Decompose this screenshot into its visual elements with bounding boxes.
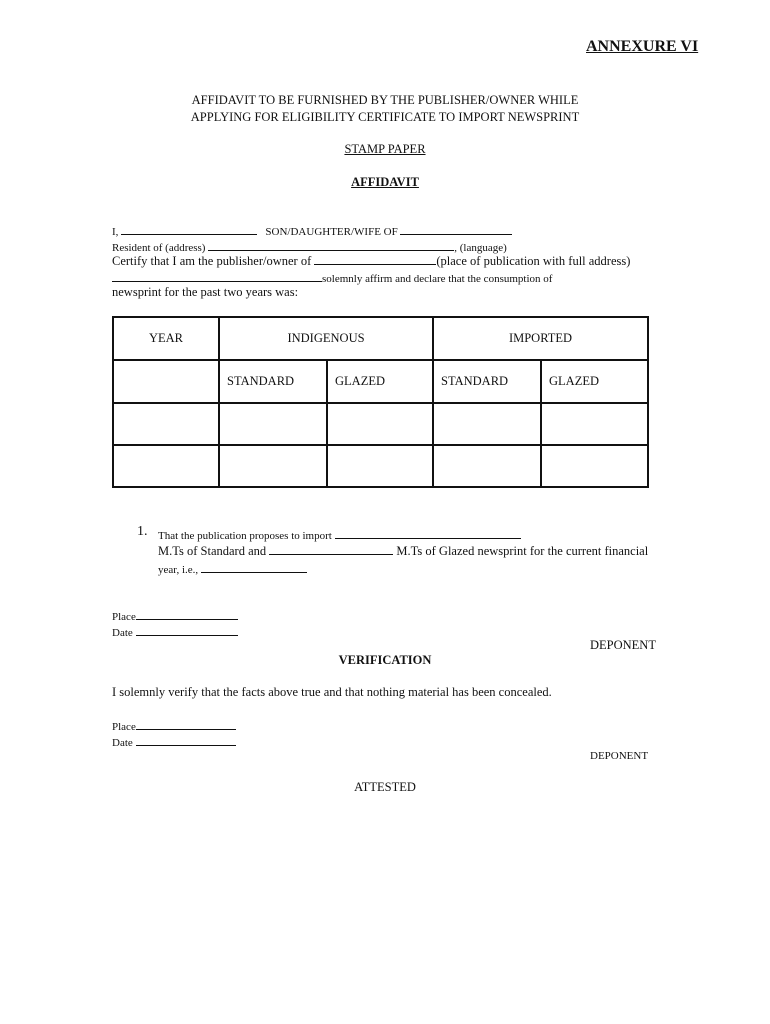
table-cell[interactable]: [541, 403, 648, 445]
table-cell[interactable]: [113, 360, 219, 403]
year-ie-label: year, i.e.,: [158, 564, 199, 576]
import-label: That the publication proposes to import: [158, 530, 332, 542]
language-label: , (language): [454, 242, 507, 254]
affirm-label: solemnly affirm and declare that the consumption of: [322, 273, 553, 285]
place-of-publication-label: (place of publication with full address): [436, 254, 631, 268]
table-cell[interactable]: [433, 445, 541, 487]
relation-label: SON/DAUGHTER/WIFE OF: [265, 226, 398, 238]
date-field[interactable]: [136, 735, 236, 746]
table-cell[interactable]: [433, 403, 541, 445]
place-line-2: [112, 719, 236, 733]
table-header-row: [113, 317, 648, 360]
table-row: [113, 403, 648, 445]
year-header: YEAR: [113, 317, 219, 360]
point-number: 1.: [137, 524, 148, 539]
certify-line: [112, 254, 630, 269]
indigenous-header: INDIGENOUS: [219, 317, 433, 360]
resident-label: Resident of (address): [112, 242, 206, 254]
consumption-table: [112, 316, 649, 488]
relation-name-field[interactable]: [400, 224, 512, 235]
deponent-label-2: DEPONENT: [590, 750, 649, 762]
date-label: Date: [112, 627, 133, 639]
resident-line: [112, 240, 507, 254]
affidavit-heading: AFFIDAVIT: [351, 175, 419, 189]
table-cell[interactable]: [219, 403, 327, 445]
place-field[interactable]: [136, 719, 236, 730]
imported-header: IMPORTED: [433, 317, 648, 360]
address-field[interactable]: [208, 240, 454, 251]
affirm-line: [112, 271, 552, 285]
name-field[interactable]: [121, 224, 257, 235]
verification-text: I solemnly verify that the facts above true and that nothing material has been concealed.: [112, 685, 552, 699]
deponent-label-1: DEPONENT: [590, 638, 656, 652]
attested-label: ATTESTED: [354, 780, 416, 794]
date-line-2: [112, 735, 236, 749]
table-row: [113, 445, 648, 487]
point1-line3: [158, 562, 307, 576]
title-line-2: APPLYING FOR ELIGIBILITY CERTIFICATE TO IMPORT NEWSPRINT: [190, 110, 580, 124]
table-cell[interactable]: [541, 445, 648, 487]
date-label: Date: [112, 737, 133, 749]
place-field[interactable]: [136, 609, 238, 620]
verification-heading: VERIFICATION: [338, 653, 432, 667]
table-cell[interactable]: [113, 403, 219, 445]
place-label: Place: [112, 611, 136, 623]
point1-line2: [158, 544, 648, 559]
point1-line1: [158, 528, 521, 542]
affirm-field[interactable]: [112, 271, 322, 282]
import-field[interactable]: [335, 528, 521, 539]
place-label: Place: [112, 721, 136, 733]
stamp-paper-label: STAMP PAPER: [344, 142, 426, 156]
table-cell[interactable]: [113, 445, 219, 487]
date-field[interactable]: [136, 625, 238, 636]
imported-standard-header: STANDARD: [433, 360, 541, 403]
indigenous-glazed-header: GLAZED: [327, 360, 433, 403]
mts-glazed-label: M.Ts of Glazed newsprint for the current financial: [396, 544, 649, 558]
table-cell[interactable]: [327, 403, 433, 445]
past-years-label: newsprint for the past two years was:: [112, 285, 299, 299]
certify-label: Certify that I am the publisher/owner of: [112, 254, 312, 268]
table-subheader-row: [113, 360, 648, 403]
i-label: I,: [112, 226, 119, 238]
mts-standard-label: M.Ts of Standard and: [158, 544, 267, 558]
date-line-1: [112, 625, 238, 639]
imported-glazed-header: GLAZED: [541, 360, 648, 403]
place-line-1: [112, 609, 238, 623]
publication-field[interactable]: [314, 254, 436, 265]
table-cell[interactable]: [327, 445, 433, 487]
standard-quantity-field[interactable]: [269, 544, 393, 555]
financial-year-field[interactable]: [201, 562, 307, 573]
name-line: [112, 224, 512, 238]
annexure-label: ANNEXURE VI: [586, 38, 699, 55]
title-line-1: AFFIDAVIT TO BE FURNISHED BY THE PUBLISHER/OWNER WHILE: [191, 93, 579, 107]
indigenous-standard-header: STANDARD: [219, 360, 327, 403]
table-cell[interactable]: [219, 445, 327, 487]
